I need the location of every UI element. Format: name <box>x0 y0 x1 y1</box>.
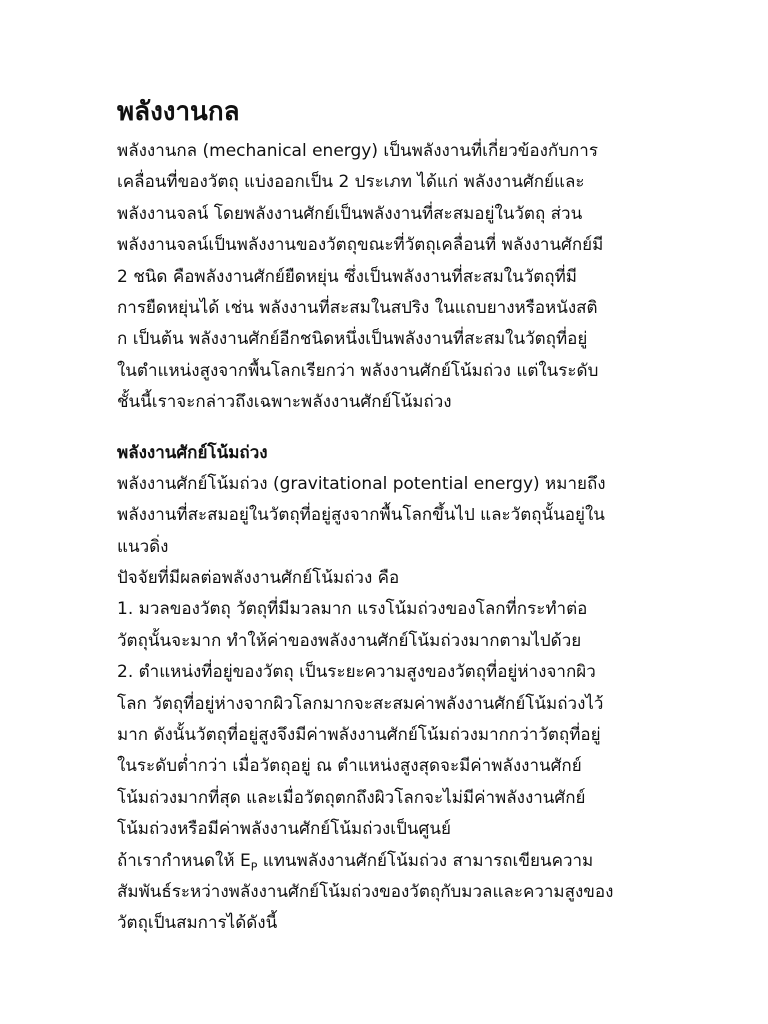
energy-subscript: P <box>250 859 258 873</box>
intro-paragraph <box>117 136 665 419</box>
list-item-line: มาก ดังนั้นวัตถุที่อยู่สูงจึงมีค่าพลังงานศักย์โน้มถ่วงมากกว่าวัตถุที่อยู่ <box>117 725 601 746</box>
list-item-line: วัตถุนั้นจะมาก ทำให้ค่าของพลังงานศักย์โน้มถ่วงมากตามไปด้วย <box>117 630 582 651</box>
formula-intro-line <box>117 846 665 877</box>
text-line: ชั้นนี้เราจะกล่าวถึงเฉพาะพลังงานศักย์โน้มถ่วง <box>117 392 452 413</box>
formula-text-after: แทนพลังงานศักย์โน้มถ่วง สามารถเขียนความ <box>257 850 594 871</box>
page-title: พลังงานกล <box>117 97 240 127</box>
text-line: พลังงานที่สะสมอยู่ในวัตถุที่อยู่สูงจากพื้นโลกขึ้นไป และวัตถุนั้นอยู่ใน <box>117 505 605 526</box>
list-item-line: 1. มวลของวัตถุ วัตถุที่มีมวลมาก แรงโน้มถ่วงของโลกที่กระทำต่อ <box>117 599 588 620</box>
section-spacer <box>117 419 665 438</box>
list-item-line: ในระดับต่ำกว่า เมื่อวัตถุอยู่ ณ ตำแหน่งสูงสุดจะมีค่าพลังงานศักย์ <box>117 756 582 777</box>
text-line: การยืดหยุ่นได้ เช่น พลังงานที่สะสมในสปริง ในแถบยางหรือหนังสติ <box>117 297 598 318</box>
text-line: เคลื่อนที่ของวัตถุ แบ่งออกเป็น 2 ประเภท ได้แก่ พลังงานศักย์และ <box>117 172 585 193</box>
list-item-line: โลก วัตถุที่อยู่ห่างจากผิวโลกมากจะสะสมค่าพลังงานศักย์โน้มถ่วงไว้ <box>117 693 604 714</box>
text-line: ปัจจัยที่มีผลต่อพลังงานศักย์โน้มถ่วง คือ <box>117 568 400 589</box>
list-item-line: โน้มถ่วงหรือมีค่าพลังงานศักย์โน้มถ่วงเป็นศูนย์ <box>117 819 451 840</box>
text-line: พลังงานศักย์โน้มถ่วง (gravitational potential energy) หมายถึง <box>117 473 606 494</box>
formula-text-before: ถ้าเรากำหนดให้ E <box>117 850 251 871</box>
text-line: พลังงานกล (mechanical energy) เป็นพลังงานที่เกี่ยวข้องกับการ <box>117 141 598 161</box>
document-page <box>117 88 665 940</box>
list-item-line: โน้มถ่วงมากที่สุด และเมื่อวัตถุตกถึงผิวโลกจะไม่มีค่าพลังงานศักย์ <box>117 787 586 808</box>
text-line: พลังงานจลน์ โดยพลังงานศักย์เป็นพลังงานที่สะสมอยู่ในวัตถุ ส่วน <box>117 203 583 224</box>
text-line: วัตถุเป็นสมการได้ดังนี้ <box>117 913 278 934</box>
text-line: สัมพันธ์ระหว่างพลังงานศักย์โน้มถ่วงของวัตถุกับมวลและความสูงของ <box>117 881 614 902</box>
text-line: ก เป็นต้น พลังงานศักย์อีกชนิดหนึ่งเป็นพลังงานที่สะสมในวัตถุที่อยู่ <box>117 329 588 350</box>
list-item-line: 2. ตำแหน่งที่อยู่ของวัตถุ เป็นระยะความสูงของวัตถุที่อยู่ห่างจากผิว <box>117 662 596 683</box>
section-heading: พลังงานศักย์โน้มถ่วง <box>117 442 268 463</box>
text-line: 2 ชนิด คือพลังงานศักย์ยืดหยุ่น ซึ่งเป็นพลังงานที่สะสมในวัตถุที่มี <box>117 266 577 287</box>
text-line: แนวดิ่ง <box>117 536 169 557</box>
text-line: ในตำแหน่งสูงจากพื้นโลกเรียกว่า พลังงานศักย์โน้มถ่วง แต่ในระดับ <box>117 360 599 381</box>
closing-paragraph <box>117 877 665 940</box>
text-line: พลังงานจลน์เป็นพลังงานของวัตถุขณะที่วัตถุเคลื่อนที่ พลังงานศักย์มี <box>117 235 604 256</box>
body-paragraph <box>117 469 665 846</box>
